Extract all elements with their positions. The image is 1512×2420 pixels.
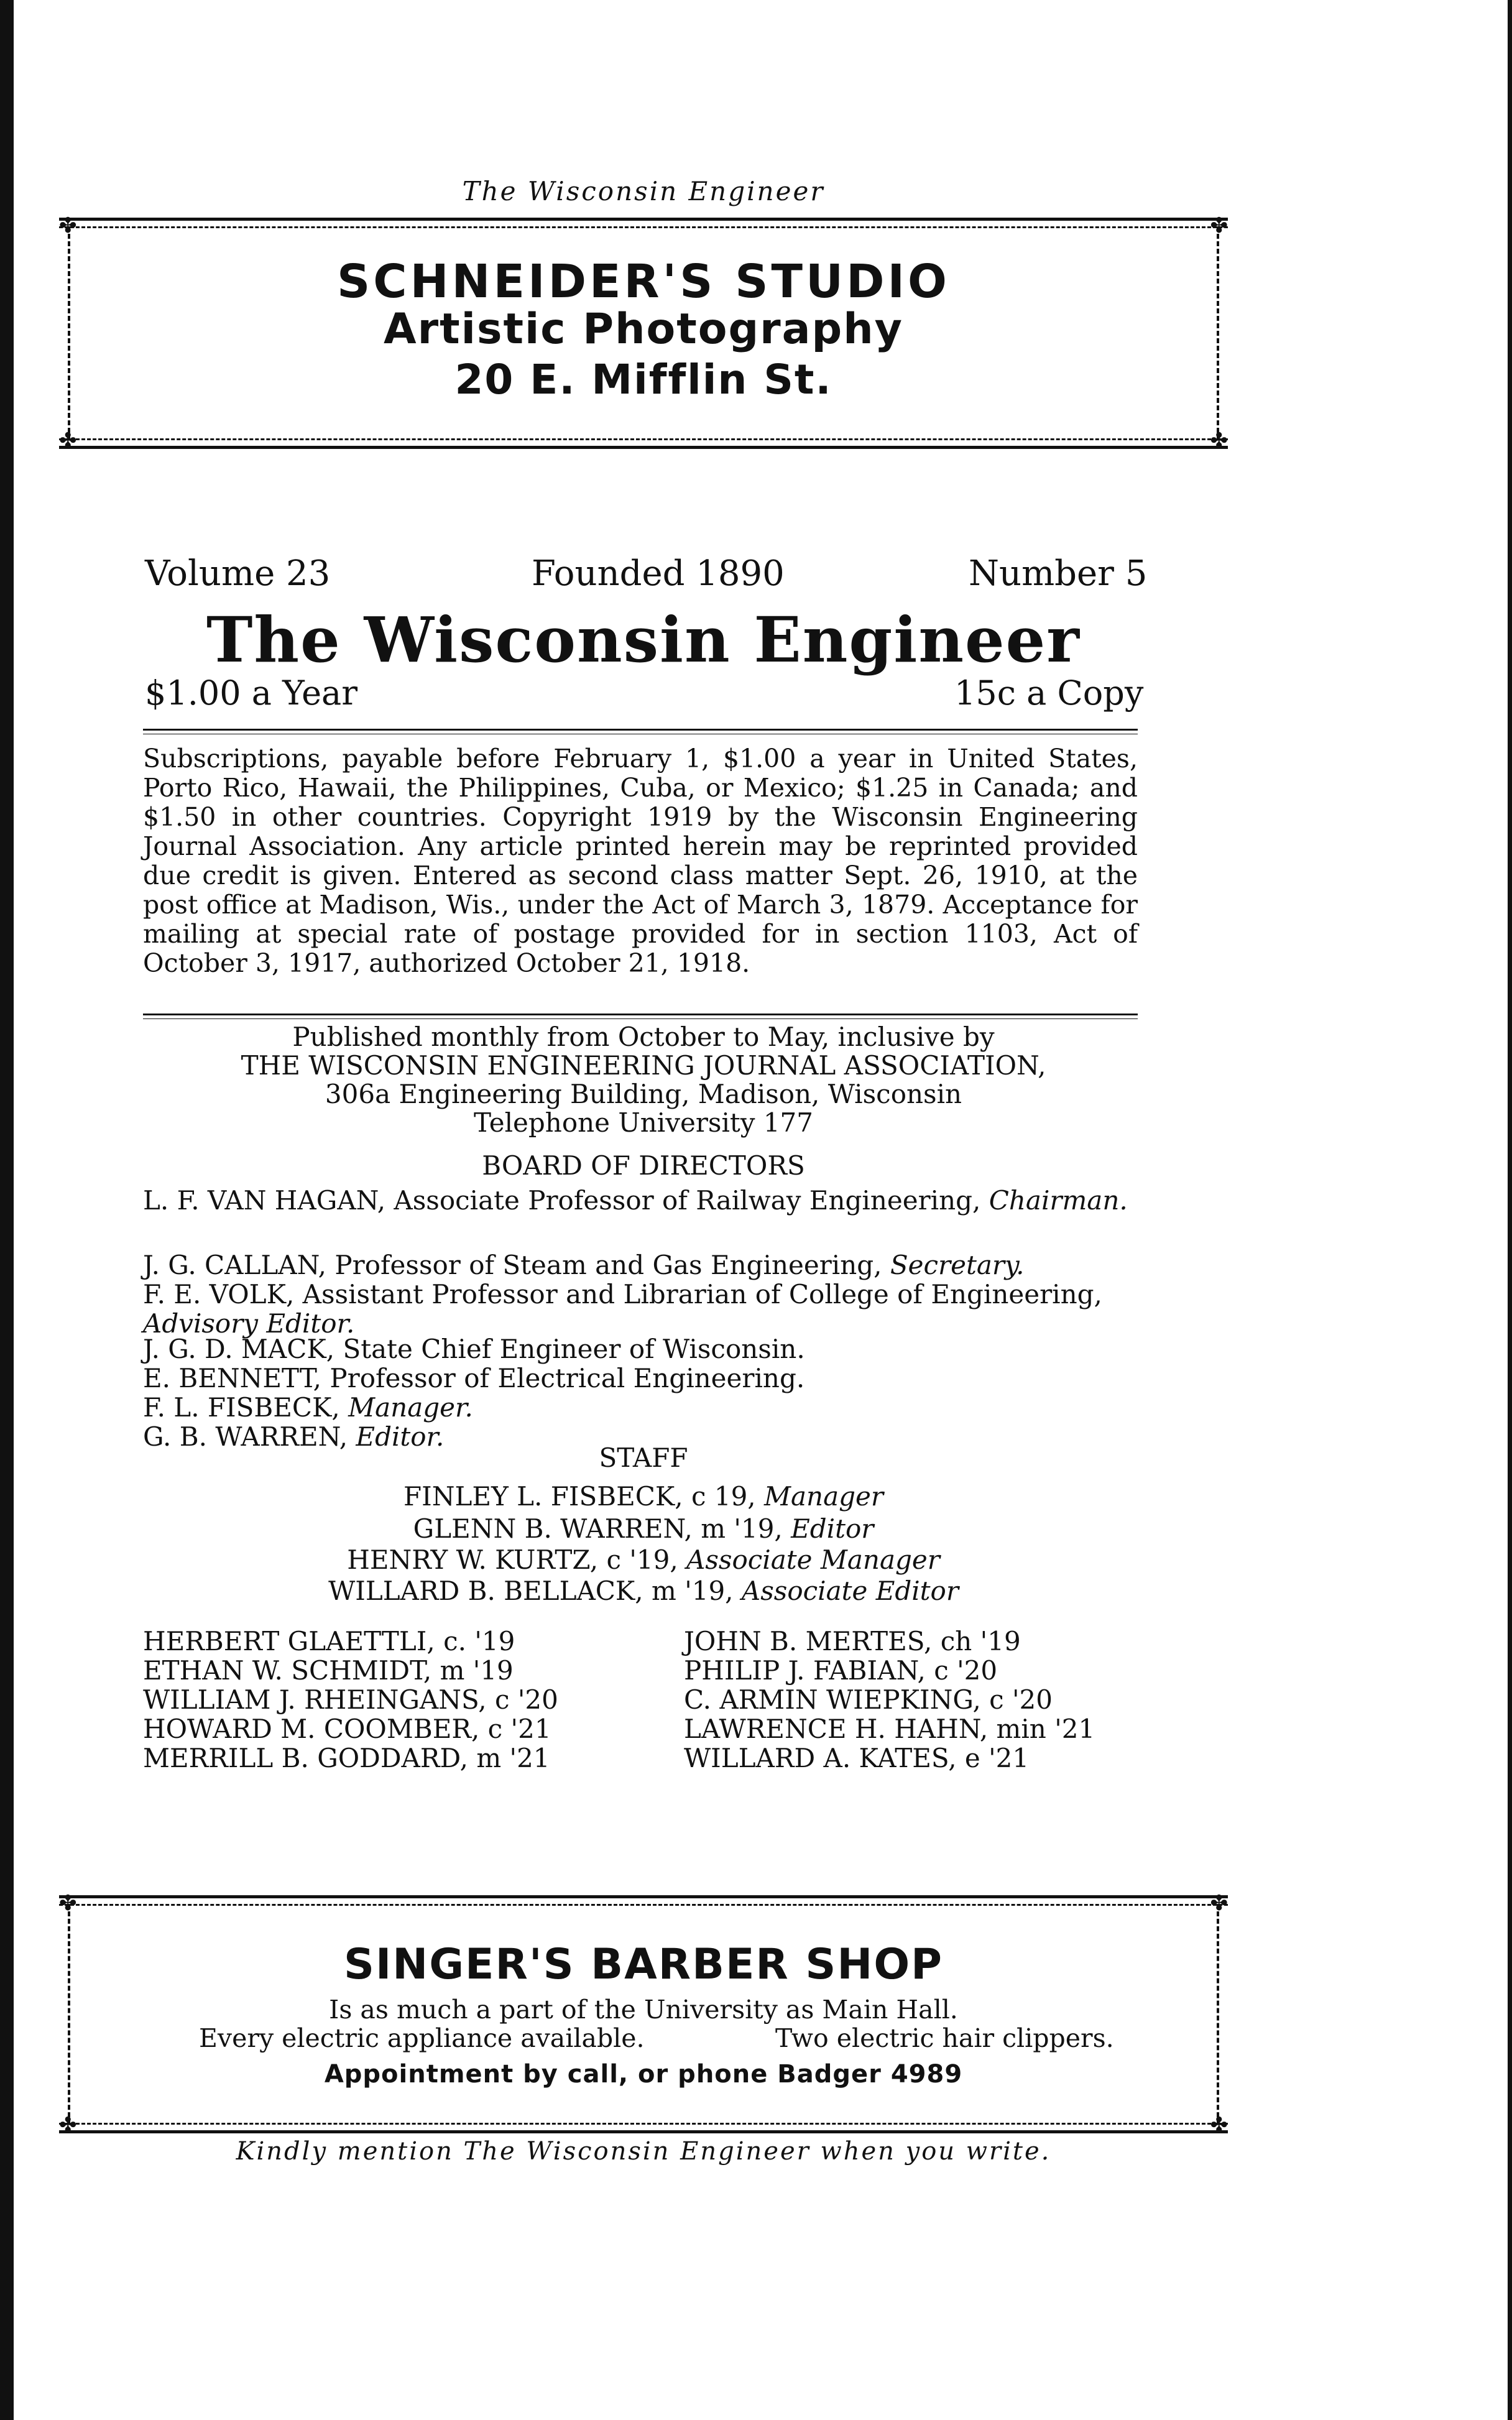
staff-member: WILLARD A. KATES, e '21	[684, 1743, 1030, 1773]
number-label: Number 5	[969, 553, 1148, 594]
ad-top-line1: SCHNEIDER'S STUDIO	[337, 255, 950, 308]
corner-ornament-icon: ✤	[1210, 1891, 1228, 1916]
staff-member: ETHAN W. SCHMIDT, m '19	[143, 1655, 514, 1686]
ad-singers-barber-shop	[59, 1891, 1228, 2138]
ad-top-line3: 20 E. Mifflin St.	[454, 356, 832, 404]
board-member: G. B. WARREN, Editor.	[143, 1421, 445, 1452]
staff-member: C. ARMIN WIEPKING, c '20	[684, 1684, 1053, 1715]
divider	[143, 1014, 1138, 1015]
publisher-line2: THE WISCONSIN ENGINEERING JOURNAL ASSOCIATION,	[241, 1050, 1046, 1081]
divider	[143, 1018, 1138, 1019]
staff-left-column	[143, 1627, 558, 1773]
board-member: L. F. VAN HAGAN, Associate Professor of Railway Engineering, Chairman.	[143, 1185, 1128, 1216]
staff-member: HERBERT GLAETTLI, c. '19	[143, 1626, 515, 1656]
staff-member: PHILIP J. FABIAN, c '20	[684, 1655, 998, 1686]
staff-officer: WILLARD B. BELLACK, m '19, Associate Editor	[328, 1576, 959, 1606]
staff-officer: HENRY W. KURTZ, c '19, Associate Manager	[347, 1545, 940, 1575]
board-member: J. G. D. MACK, State Chief Engineer of Wisconsin.	[143, 1334, 805, 1364]
board-member: F. L. FISBECK, Manager.	[143, 1392, 473, 1423]
ad-bottom-line2b: Two electric hair clippers.	[775, 2023, 1114, 2053]
staff-member: MERRILL B. GODDARD, m '21	[143, 1743, 550, 1773]
footer-note: Kindly mention The Wisconsin Engineer when you write.	[236, 2137, 1051, 2166]
ad-top-line2: Artistic Photography	[384, 305, 903, 354]
corner-ornament-icon: ✤	[59, 213, 77, 238]
corner-ornament-icon: ✤	[1210, 2113, 1228, 2138]
staff-heading: STAFF	[599, 1443, 688, 1473]
publisher-line4: Telephone University 177	[473, 1107, 814, 1138]
staff-officer: FINLEY L. FISBECK, c 19, Manager	[403, 1481, 883, 1512]
corner-ornament-icon: ✤	[59, 428, 77, 453]
board-heading: BOARD OF DIRECTORS	[482, 1150, 805, 1181]
journal-title: The Wisconsin Engineer	[206, 603, 1081, 677]
divider	[143, 729, 1138, 731]
corner-ornament-icon: ✤	[59, 1891, 77, 1916]
ad-bottom-line2a: Every electric appliance available.	[199, 2023, 645, 2053]
volume-label: Volume 23	[145, 553, 331, 594]
founded-label: Founded 1890	[532, 553, 785, 594]
ad-bottom-title: SINGER'S BARBER SHOP	[344, 1940, 943, 1989]
publisher-line3: 306a Engineering Building, Madison, Wisconsin	[325, 1079, 962, 1109]
ad-schneiders-studio	[59, 213, 1228, 453]
running-head: The Wisconsin Engineer	[462, 176, 825, 206]
scan-edge-right	[1508, 0, 1512, 2420]
staff-member: HOWARD M. COOMBER, c '21	[143, 1714, 551, 1744]
board-member: J. G. CALLAN, Professor of Steam and Gas Engineering, Secretary.	[143, 1250, 1025, 1280]
corner-ornament-icon: ✤	[59, 2113, 77, 2138]
price-year: $1.00 a Year	[145, 673, 358, 713]
staff-officer: GLENN B. WARREN, m '19, Editor	[413, 1513, 874, 1544]
corner-ornament-icon: ✤	[1210, 213, 1228, 238]
board-member: E. BENNETT, Professor of Electrical Engineering.	[143, 1363, 805, 1393]
ad-bottom-line1: Is as much a part of the University as Main Hall.	[329, 1995, 958, 2025]
board-member: F. E. VOLK, Assistant Professor and Librarian of College of Engineering, Advisory Editor.	[143, 1279, 1102, 1339]
price-copy: 15c a Copy	[954, 673, 1144, 713]
staff-right-column	[684, 1627, 1095, 1773]
corner-ornament-icon: ✤	[1210, 428, 1228, 453]
publisher-line1: Published monthly from October to May, inclusive by	[292, 1022, 995, 1052]
scan-edge-left	[0, 0, 14, 2420]
staff-member: LAWRENCE H. HAHN, min '21	[684, 1714, 1095, 1744]
staff-member: WILLIAM J. RHEINGANS, c '20	[143, 1684, 558, 1715]
ad-bottom-line3: Appointment by call, or phone Badger 4989	[324, 2060, 963, 2089]
subscription-notice: Subscriptions, payable before February 1, $1.00 a year in United States, Porto Rico, Hawaii, the Philippines, Cuba, or Mexico; $1.25 in Canada; and $1.50 in other countries. Copyright 1919 by the Wisconsin Engineering Journal Association. Any article printed herein may be reprinted provided due credit is given. Entered as second class matter Sept. 26, 1910, at the post office at Madison, Wis., under the Act of March 3, 1879. Acceptance for mailing at special rate of postage provided for in section 1103, Act of October 3, 1917, authorized October 21, 1918.	[143, 744, 1138, 978]
staff-member: JOHN B. MERTES, ch '19	[684, 1626, 1021, 1656]
